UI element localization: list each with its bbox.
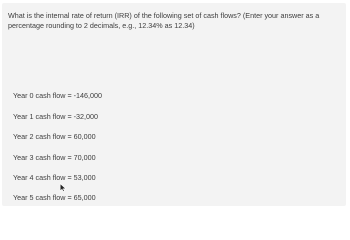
cash-flow-year-5: Year 5 cash flow = 65,000	[13, 193, 96, 202]
cash-flow-year-3: Year 3 cash flow = 70,000	[13, 153, 96, 162]
cash-flow-year-2: Year 2 cash flow = 60,000	[13, 132, 96, 141]
cash-flow-year-1: Year 1 cash flow = -32,000	[13, 112, 99, 121]
question-text: What is the internal rate of return (IRR) of the following set of cash flows? (Enter your answer as a percentage rounding to 2 decimals, e.g., 12.34% as 12.34)	[8, 11, 320, 30]
question-panel	[2, 3, 346, 206]
mouse-pointer-icon	[59, 183, 67, 192]
cash-flow-year-4: Year 4 cash flow = 53,000	[13, 173, 96, 182]
cash-flow-year-0: Year 0 cash flow = -146,000	[13, 91, 103, 100]
